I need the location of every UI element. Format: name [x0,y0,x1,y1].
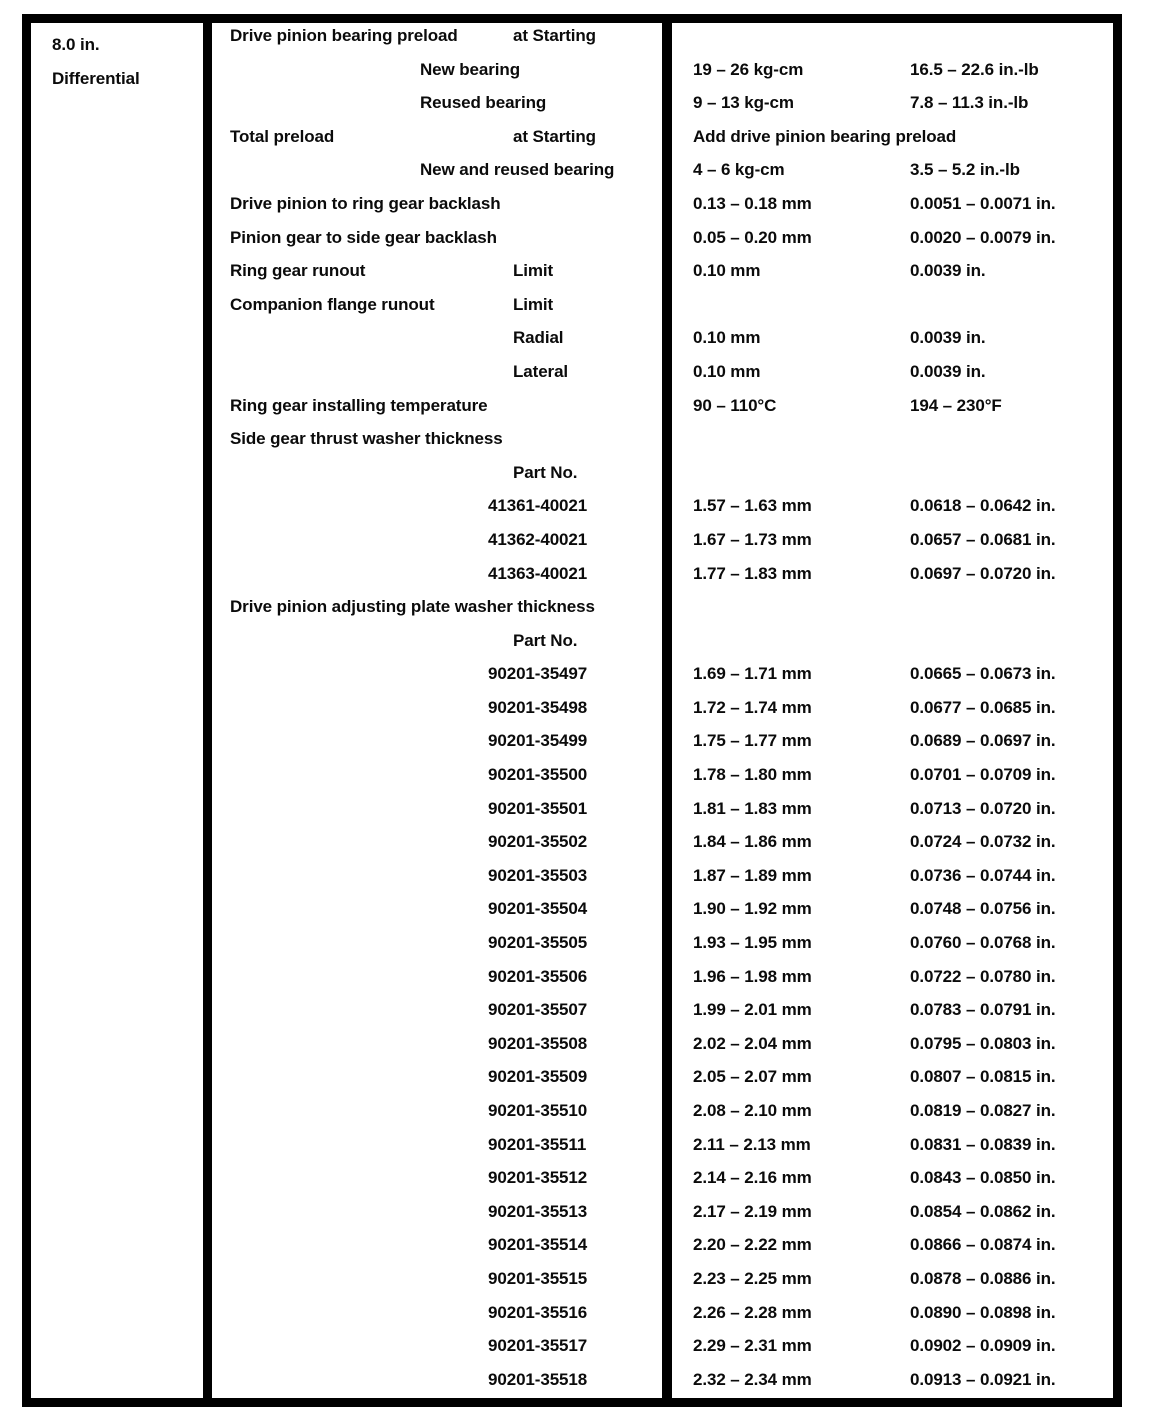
table-row [212,395,1113,429]
english-value: 0.0866 – 0.0874 in. [910,1235,1056,1255]
english-value: 0.0657 – 0.0681 in. [910,529,1056,549]
table-row [212,1234,1113,1268]
spec-condition: Part No. [513,630,578,650]
section-size-label: 8.0 in. [52,35,100,54]
spec-label: Drive pinion bearing preload [230,26,458,45]
metric-value: 9 – 13 kg-cm [693,93,794,113]
english-value: 0.0807 – 0.0815 in. [910,1067,1056,1087]
metric-value: 2.17 – 2.19 mm [693,1201,812,1221]
spec-label: Ring gear runout [230,261,366,281]
metric-value: 1.67 – 1.73 mm [693,529,812,549]
table-row [212,898,1113,932]
table-row [212,630,1113,664]
table-row [212,1201,1113,1235]
metric-value: 0.10 mm [693,261,761,281]
part-number: 90201-35505 [488,933,588,953]
english-value: 0.0831 – 0.0839 in. [910,1134,1056,1154]
table-row [212,59,1113,93]
table-row [212,361,1113,395]
english-value: 0.0039 in. [910,361,986,381]
metric-value: 2.08 – 2.10 mm [693,1101,812,1120]
spec-label: Pinion gear to side gear backlash [230,227,497,247]
table-row [212,1302,1113,1336]
metric-value: 1.99 – 2.01 mm [693,1000,812,1020]
table-row [212,529,1113,563]
english-value: 0.0697 – 0.0720 in. [910,563,1056,583]
metric-value: 2.14 – 2.16 mm [693,1168,812,1188]
spec-rows [212,25,1113,1402]
part-number: 90201-35515 [488,1268,588,1288]
metric-value: 2.11 – 2.13 mm [693,1134,811,1154]
table-row [212,764,1113,798]
english-value: 0.0051 – 0.0071 in. [910,193,1056,213]
spec-subitem: Reused bearing [420,93,547,113]
metric-value: 1.72 – 1.74 mm [693,697,812,717]
metric-value: 1.77 – 1.83 mm [693,563,812,583]
english-value: 16.5 – 22.6 in.-lb [910,59,1039,79]
table-row [212,495,1113,529]
part-number: 41363-40021 [488,563,588,583]
spec-condition: at Starting [513,26,596,45]
table-row [212,663,1113,697]
table-row [212,1066,1113,1100]
spec-label: Drive pinion to ring gear backlash [230,193,501,213]
metric-value: 0.10 mm [693,361,761,381]
spec-column [212,23,1113,1398]
table-row [212,798,1113,832]
metric-value: 4 – 6 kg-cm [693,160,785,180]
part-number: 90201-35499 [488,731,588,751]
part-number: 90201-35508 [488,1033,588,1053]
spec-condition: Radial [513,328,564,348]
metric-value: 1.90 – 1.92 mm [693,899,812,919]
table-row [212,193,1113,227]
part-number: 41361-40021 [488,496,588,516]
english-value: 0.0677 – 0.0685 in. [910,697,1056,717]
english-value: 0.0701 – 0.0709 in. [910,765,1056,785]
table-row [212,25,1113,59]
table-row [212,932,1113,966]
english-value: 3.5 – 5.2 in.-lb [910,160,1020,180]
metric-value: 2.20 – 2.22 mm [693,1235,812,1255]
table-row [212,697,1113,731]
table-row [212,1134,1113,1168]
table-row [212,1033,1113,1067]
part-number: 90201-35504 [488,899,588,919]
spec-label: Total preload [230,126,335,146]
english-value: 7.8 – 11.3 in.-lb [910,93,1029,113]
table-row [212,260,1113,294]
table-row [212,428,1113,462]
english-value: 0.0736 – 0.0744 in. [910,865,1056,885]
metric-value: 1.69 – 1.71 mm [693,664,812,684]
english-value: 0.0724 – 0.0732 in. [910,832,1056,852]
metric-value: 2.02 – 2.04 mm [693,1033,812,1053]
metric-value: 0.13 – 0.18 mm [693,193,812,213]
part-number: 90201-35513 [488,1201,588,1221]
table-row [212,999,1113,1033]
part-number: 90201-35498 [488,697,588,717]
section-component-label: Differential [52,69,140,88]
metric-value: 1.87 – 1.89 mm [693,865,812,885]
table-row [212,596,1113,630]
part-number: 90201-35518 [488,1369,588,1389]
english-value: 0.0760 – 0.0768 in. [910,933,1056,953]
part-number: 90201-35503 [488,865,588,885]
section-column [31,23,203,1398]
metric-value: 2.32 – 2.34 mm [693,1369,812,1389]
spec-label: Side gear thrust washer thickness [230,429,503,449]
english-value: 0.0618 – 0.0642 in. [910,496,1056,516]
metric-value: 1.93 – 1.95 mm [693,933,812,953]
column-divider-left [203,23,212,1398]
table-row [212,563,1113,597]
metric-value: 1.96 – 1.98 mm [693,966,812,986]
spec-condition: Lateral [513,361,569,381]
table-row [212,294,1113,328]
table-row [212,462,1113,496]
english-value: 0.0854 – 0.0862 in. [910,1201,1056,1221]
table-row [212,1167,1113,1201]
table-row [212,831,1113,865]
part-number: 90201-35501 [488,798,588,818]
english-value: 194 – 230°F [910,395,1002,415]
spec-table-frame [22,14,1122,1407]
english-value: 0.0902 – 0.0909 in. [910,1336,1056,1356]
metric-value: 2.29 – 2.31 mm [693,1336,812,1356]
metric-value: 2.23 – 2.25 mm [693,1268,812,1288]
metric-value: 0.10 mm [693,328,761,348]
part-number: 90201-35514 [488,1235,588,1255]
english-value: 0.0913 – 0.0921 in. [910,1369,1056,1389]
english-value: 0.0039 in. [910,328,986,348]
metric-value: 1.78 – 1.80 mm [693,765,812,785]
table-row [212,126,1113,160]
table-row [212,1369,1113,1403]
english-value: 0.0748 – 0.0756 in. [910,899,1056,919]
spec-subitem: New and reused bearing [420,160,615,180]
table-row [212,92,1113,126]
english-value: 0.0665 – 0.0673 in. [910,664,1056,684]
part-number: 90201-35500 [488,765,588,785]
english-value: 0.0039 in. [910,261,986,281]
table-row [212,227,1113,261]
table-row [212,966,1113,1000]
english-value: 0.0722 – 0.0780 in. [910,966,1056,986]
english-value: 0.0020 – 0.0079 in. [910,227,1056,247]
spanning-note: Add drive pinion bearing preload [693,126,957,146]
spec-label: Ring gear installing temperature [230,395,488,415]
part-number: 90201-35511 [488,1134,587,1154]
metric-value: 19 – 26 kg-cm [693,59,804,79]
part-number: 90201-35517 [488,1336,588,1356]
english-value: 0.0878 – 0.0886 in. [910,1268,1056,1288]
part-number: 90201-35516 [488,1302,588,1322]
table-row [212,159,1113,193]
metric-value: 90 – 110°C [693,395,777,415]
part-number: 90201-35506 [488,966,588,986]
table-row [212,1268,1113,1302]
spec-label: Companion flange runout [230,294,435,314]
table-row [212,865,1113,899]
metric-value: 0.05 – 0.20 mm [693,227,812,247]
spec-condition: Part No. [513,462,578,482]
english-value: 0.0783 – 0.0791 in. [910,1000,1056,1020]
metric-value: 1.75 – 1.77 mm [693,731,812,751]
table-row [212,1335,1113,1369]
spec-condition: Limit [513,294,554,314]
english-value: 0.0713 – 0.0720 in. [910,798,1056,818]
english-value: 0.0843 – 0.0850 in. [910,1168,1056,1188]
english-value: 0.0890 – 0.0898 in. [910,1302,1056,1322]
metric-value: 1.57 – 1.63 mm [693,496,812,516]
part-number: 41362-40021 [488,529,588,549]
spec-condition: Limit [513,261,554,281]
metric-value: 2.05 – 2.07 mm [693,1067,812,1087]
part-number: 90201-35497 [488,664,588,684]
spec-condition: at Starting [513,126,596,146]
metric-value: 1.84 – 1.86 mm [693,832,812,852]
part-number: 90201-35512 [488,1168,588,1188]
part-number: 90201-35507 [488,1000,588,1020]
part-number: 90201-35510 [488,1101,588,1120]
table-row [212,1100,1113,1134]
spec-label: Drive pinion adjusting plate washer thickness [230,597,595,617]
english-value: 0.0689 – 0.0697 in. [910,731,1056,751]
part-number: 90201-35502 [488,832,588,852]
metric-value: 1.81 – 1.83 mm [693,798,812,818]
spec-subitem: New bearing [420,59,520,79]
english-value: 0.0795 – 0.0803 in. [910,1033,1056,1053]
english-value: 0.0819 – 0.0827 in. [910,1101,1056,1120]
table-row [212,327,1113,361]
table-row [212,730,1113,764]
part-number: 90201-35509 [488,1067,588,1087]
metric-value: 2.26 – 2.28 mm [693,1302,812,1322]
